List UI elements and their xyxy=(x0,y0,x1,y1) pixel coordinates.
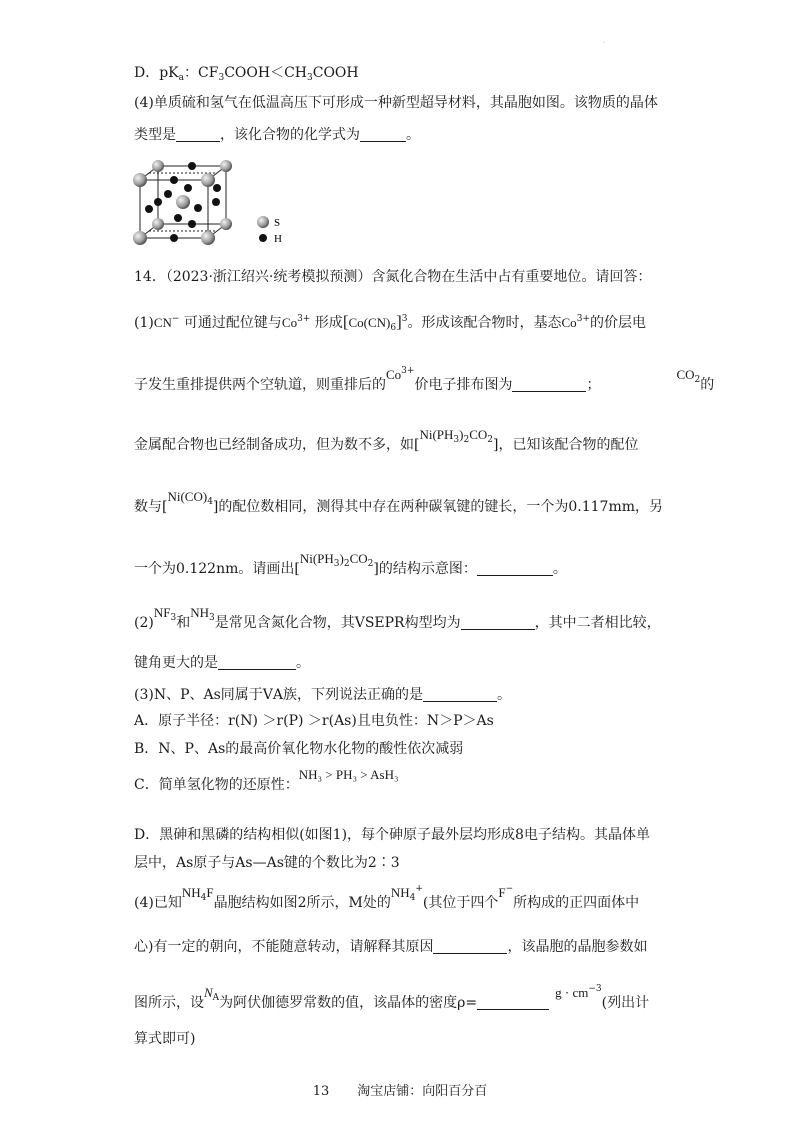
bracket: ] xyxy=(396,312,402,331)
formula: NF xyxy=(153,605,171,620)
formula: NH xyxy=(181,885,201,900)
page-footer xyxy=(0,1080,800,1099)
text: 形成 xyxy=(310,315,343,331)
subscript: 3 xyxy=(170,613,177,623)
formula: NH xyxy=(190,605,209,620)
text: 子发生重排提供两个空轨道，则重排后的 xyxy=(134,377,386,393)
formula: Ni(CO) xyxy=(167,489,208,504)
answer-blank[interactable] xyxy=(512,377,586,392)
text: 价电子排布图为 xyxy=(414,377,513,393)
formula: Ni(PH xyxy=(299,551,334,566)
subscript: A xyxy=(212,993,220,1003)
q14-3-option-d-line2: 层中，As原子与As—As键的个数比为2∶3 xyxy=(134,855,400,871)
subscript: 4 xyxy=(200,893,207,903)
formula: CO xyxy=(349,551,368,566)
text: 数与[ xyxy=(134,499,168,515)
subscript: 2 xyxy=(343,559,350,569)
text: 一个为0.122nm。请画出[ xyxy=(134,561,300,577)
formula: F xyxy=(498,885,506,900)
text: COOH＜CH xyxy=(224,65,307,81)
subscript: 3 xyxy=(218,73,225,83)
text: 晶胞结构如图2所示，M处的 xyxy=(213,895,391,911)
text: C．简单氢化物的还原性： xyxy=(134,777,299,793)
formula: N xyxy=(204,985,213,1000)
text: 。形成该配合物时，基态 xyxy=(407,315,562,331)
formula: F xyxy=(206,885,214,900)
answer-blank[interactable] xyxy=(423,687,497,702)
answer-blank[interactable] xyxy=(461,615,535,630)
superscript: 3+ xyxy=(297,314,311,324)
formula: CO xyxy=(469,427,488,442)
q14-4-line1 xyxy=(134,884,640,917)
formula: Co xyxy=(561,315,577,330)
answer-blank[interactable] xyxy=(477,995,549,1010)
text: (4)已知 xyxy=(134,895,182,911)
shop-name: 淘宝店铺：向阳百分百 xyxy=(357,1084,488,1099)
page-number: 13 xyxy=(312,1084,330,1099)
text: (2) xyxy=(134,615,154,631)
text: 类型是 xyxy=(134,127,176,143)
text: (其位于四个 xyxy=(422,895,499,911)
q14-1-line5 xyxy=(134,551,567,583)
subscript: 3 xyxy=(307,73,313,83)
q14-4-line2 xyxy=(134,938,647,956)
subscript: 2 xyxy=(694,375,701,385)
bracket: [ xyxy=(342,312,349,331)
subscript: 2 xyxy=(367,559,374,569)
corner-dot: · xyxy=(603,40,605,47)
answer-blank[interactable] xyxy=(176,127,220,142)
text: ]的配位数相同，测得其中存在两种碳氧键的键长，一个为0.117mm，另 xyxy=(212,499,664,515)
q14-3-option-a: A．原子半径：r(N) ＞r(P) ＞r(As)且电负性：N＞P＞As xyxy=(134,713,494,729)
q14-1-line1 xyxy=(134,310,646,337)
text: 。 xyxy=(406,127,420,143)
superscript: 3 xyxy=(401,314,408,324)
subscript: 6 xyxy=(390,323,397,333)
text: ，该晶胞的晶胞参数如 xyxy=(507,939,648,955)
superscript: 3+ xyxy=(401,366,415,376)
q14-2-line1 xyxy=(134,605,661,637)
superscript: − xyxy=(505,884,514,894)
answer-blank[interactable] xyxy=(218,655,296,670)
formula: ) xyxy=(339,551,344,566)
formula: CO xyxy=(676,367,695,382)
q14-4-line3 xyxy=(134,984,650,1017)
formula: Ni(PH xyxy=(419,427,454,442)
superscript: − xyxy=(171,314,180,324)
q14-4-line4: 算式即可) xyxy=(134,1031,196,1047)
text: 金属配合物也已经制备成功，但为数不多，如[ xyxy=(134,437,420,453)
legend-s: S xyxy=(274,217,281,229)
text: 为阿伏伽德罗常数的值，该晶体的密度ρ= xyxy=(219,995,478,1011)
subscript: 4 xyxy=(409,893,416,903)
text: 。 xyxy=(497,687,512,703)
q14-1-line2 xyxy=(134,366,715,399)
text: 心)有一定的朝向，不能随意转动，请解释其原因 xyxy=(134,939,434,955)
option-label: D．pK xyxy=(134,65,179,81)
text: ]，已知该配合物的配位 xyxy=(493,437,639,453)
text: ，其中二者相比较， xyxy=(534,615,661,631)
text: ]的结构示意图： xyxy=(373,561,477,577)
q14-header: 14．（2023·浙江绍兴·统考模拟预测）含氮化合物在生活中占有重要地位。请回答： xyxy=(134,269,652,285)
subscript: 3 xyxy=(208,613,215,623)
superscript: + xyxy=(415,884,423,894)
answer-blank[interactable] xyxy=(433,939,507,954)
text: ，该化合物的化学式为 xyxy=(220,127,360,143)
subscript: 3 xyxy=(333,559,340,569)
formula: Co(CN) xyxy=(348,315,391,330)
answer-blank[interactable] xyxy=(477,561,553,576)
formula: NH xyxy=(390,885,410,900)
text: (列出计 xyxy=(601,995,650,1011)
q14-3-option-d-line1: D．黑砷和黑磷的结构相似(如图1)，每个砷原子最外层均形成8电子结构。其晶体单 xyxy=(134,827,650,843)
subscript: 2 xyxy=(487,435,494,445)
option-d-pka xyxy=(134,64,359,87)
q14-1-line4 xyxy=(134,489,664,521)
text: ； xyxy=(586,377,601,393)
text: COOH xyxy=(312,65,359,81)
text: 键角更大的是 xyxy=(134,655,218,671)
crystal-cell-diagram xyxy=(128,158,298,250)
text: 的价层电 xyxy=(589,315,646,331)
subscript: 4 xyxy=(207,497,213,507)
subscript: 3 xyxy=(453,435,460,445)
formula: Co xyxy=(386,367,402,382)
q14-3 xyxy=(134,686,511,704)
text: 所构成的正四面体中 xyxy=(513,895,640,911)
formula: NH₃ > PH₃ > AsH₃ xyxy=(298,767,399,782)
text: 的 xyxy=(700,377,715,393)
formula: ) xyxy=(459,427,464,442)
text: 。 xyxy=(296,655,310,671)
formula: g · cm xyxy=(555,985,589,1000)
text: 可通过配位键与 xyxy=(179,315,282,331)
legend xyxy=(257,216,282,245)
q14-3-option-c xyxy=(134,767,399,794)
formula: Co xyxy=(281,315,298,330)
formula: CN xyxy=(153,315,172,330)
text: 和 xyxy=(176,615,191,631)
text: (1) xyxy=(134,315,154,331)
q4-line1: (4)单质硫和氢气在低温高压下可形成一种新型超导材料，其晶胞如图。该物质的晶体 xyxy=(134,95,658,111)
answer-blank[interactable] xyxy=(360,127,406,142)
text: ：CF xyxy=(184,65,219,81)
text: 图所示，设 xyxy=(134,995,204,1011)
text: 是常见含氮化合物，其VSEPR构型均为 xyxy=(214,615,461,631)
q14-1-line3 xyxy=(134,427,639,459)
q4-line2 xyxy=(134,126,420,144)
superscript: −3 xyxy=(588,984,602,994)
text: (3)N、P、As同属于ⅤA族，下列说法正确的是 xyxy=(134,687,424,703)
subscript: 2 xyxy=(463,435,470,445)
text: 。 xyxy=(552,561,567,577)
legend-h: H xyxy=(274,233,282,245)
subscript: a xyxy=(178,73,185,83)
q14-2-line2 xyxy=(134,654,310,672)
q14-3-option-b: B．N、P、As的最高价氧化物水化物的酸性依次减弱 xyxy=(134,741,464,757)
superscript: 3+ xyxy=(576,314,590,324)
